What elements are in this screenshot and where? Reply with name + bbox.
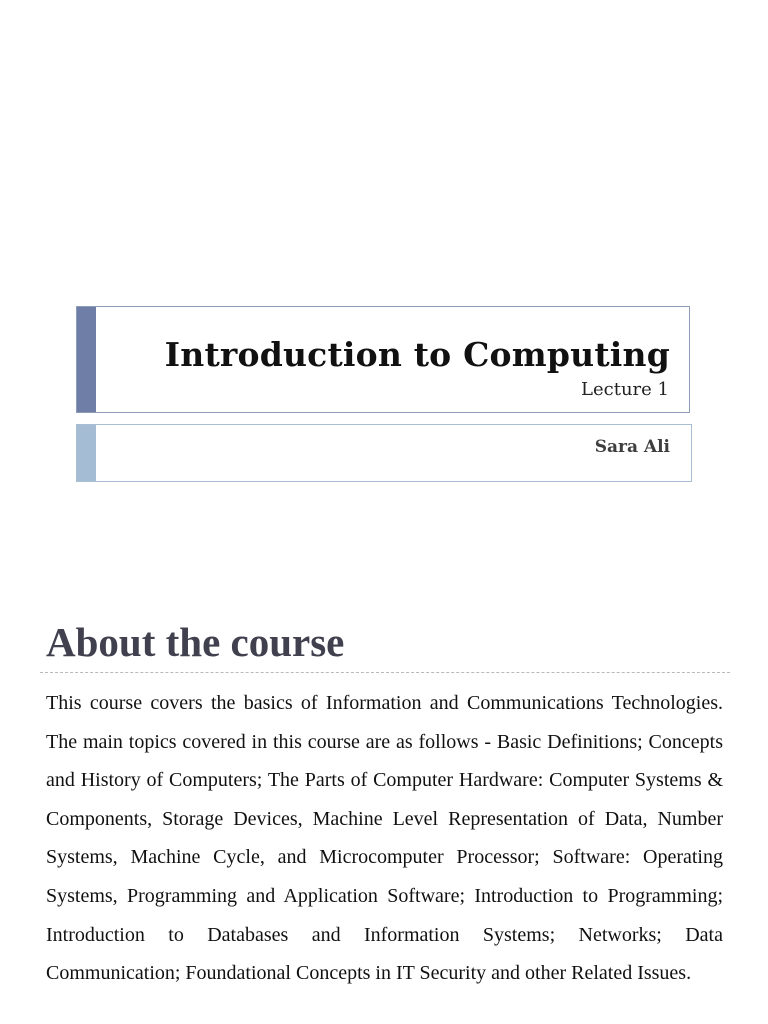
course-description: This course covers the basics of Information and Communications Technologies. The main topics covered in this course are as follows - Basic Definitions; Concepts and History of Computers; The Parts of Computer Hardware: Computer Systems & Components, Storage Devices, Machine Level Representation of Data, Number Systems, Machine Cycle, and Microcomputer Processor; Software: Operating Systems, Programming and Application Software; Introduction to Programming; Introduction to Databases and Information Systems; Networks; Data Communication; Foundational Concepts in IT Security and other Related Issues. [46, 692, 723, 985]
title-accent-bar [77, 307, 96, 412]
section-divider [40, 672, 730, 673]
slide-title: Introduction to Computing [164, 335, 670, 374]
section-heading: About the course [46, 619, 345, 665]
title-box [76, 306, 690, 413]
author-name: Sara Ali [594, 437, 670, 457]
slide-subtitle: Lecture 1 [581, 379, 669, 400]
author-accent-bar [77, 425, 96, 481]
author-box [76, 424, 692, 482]
